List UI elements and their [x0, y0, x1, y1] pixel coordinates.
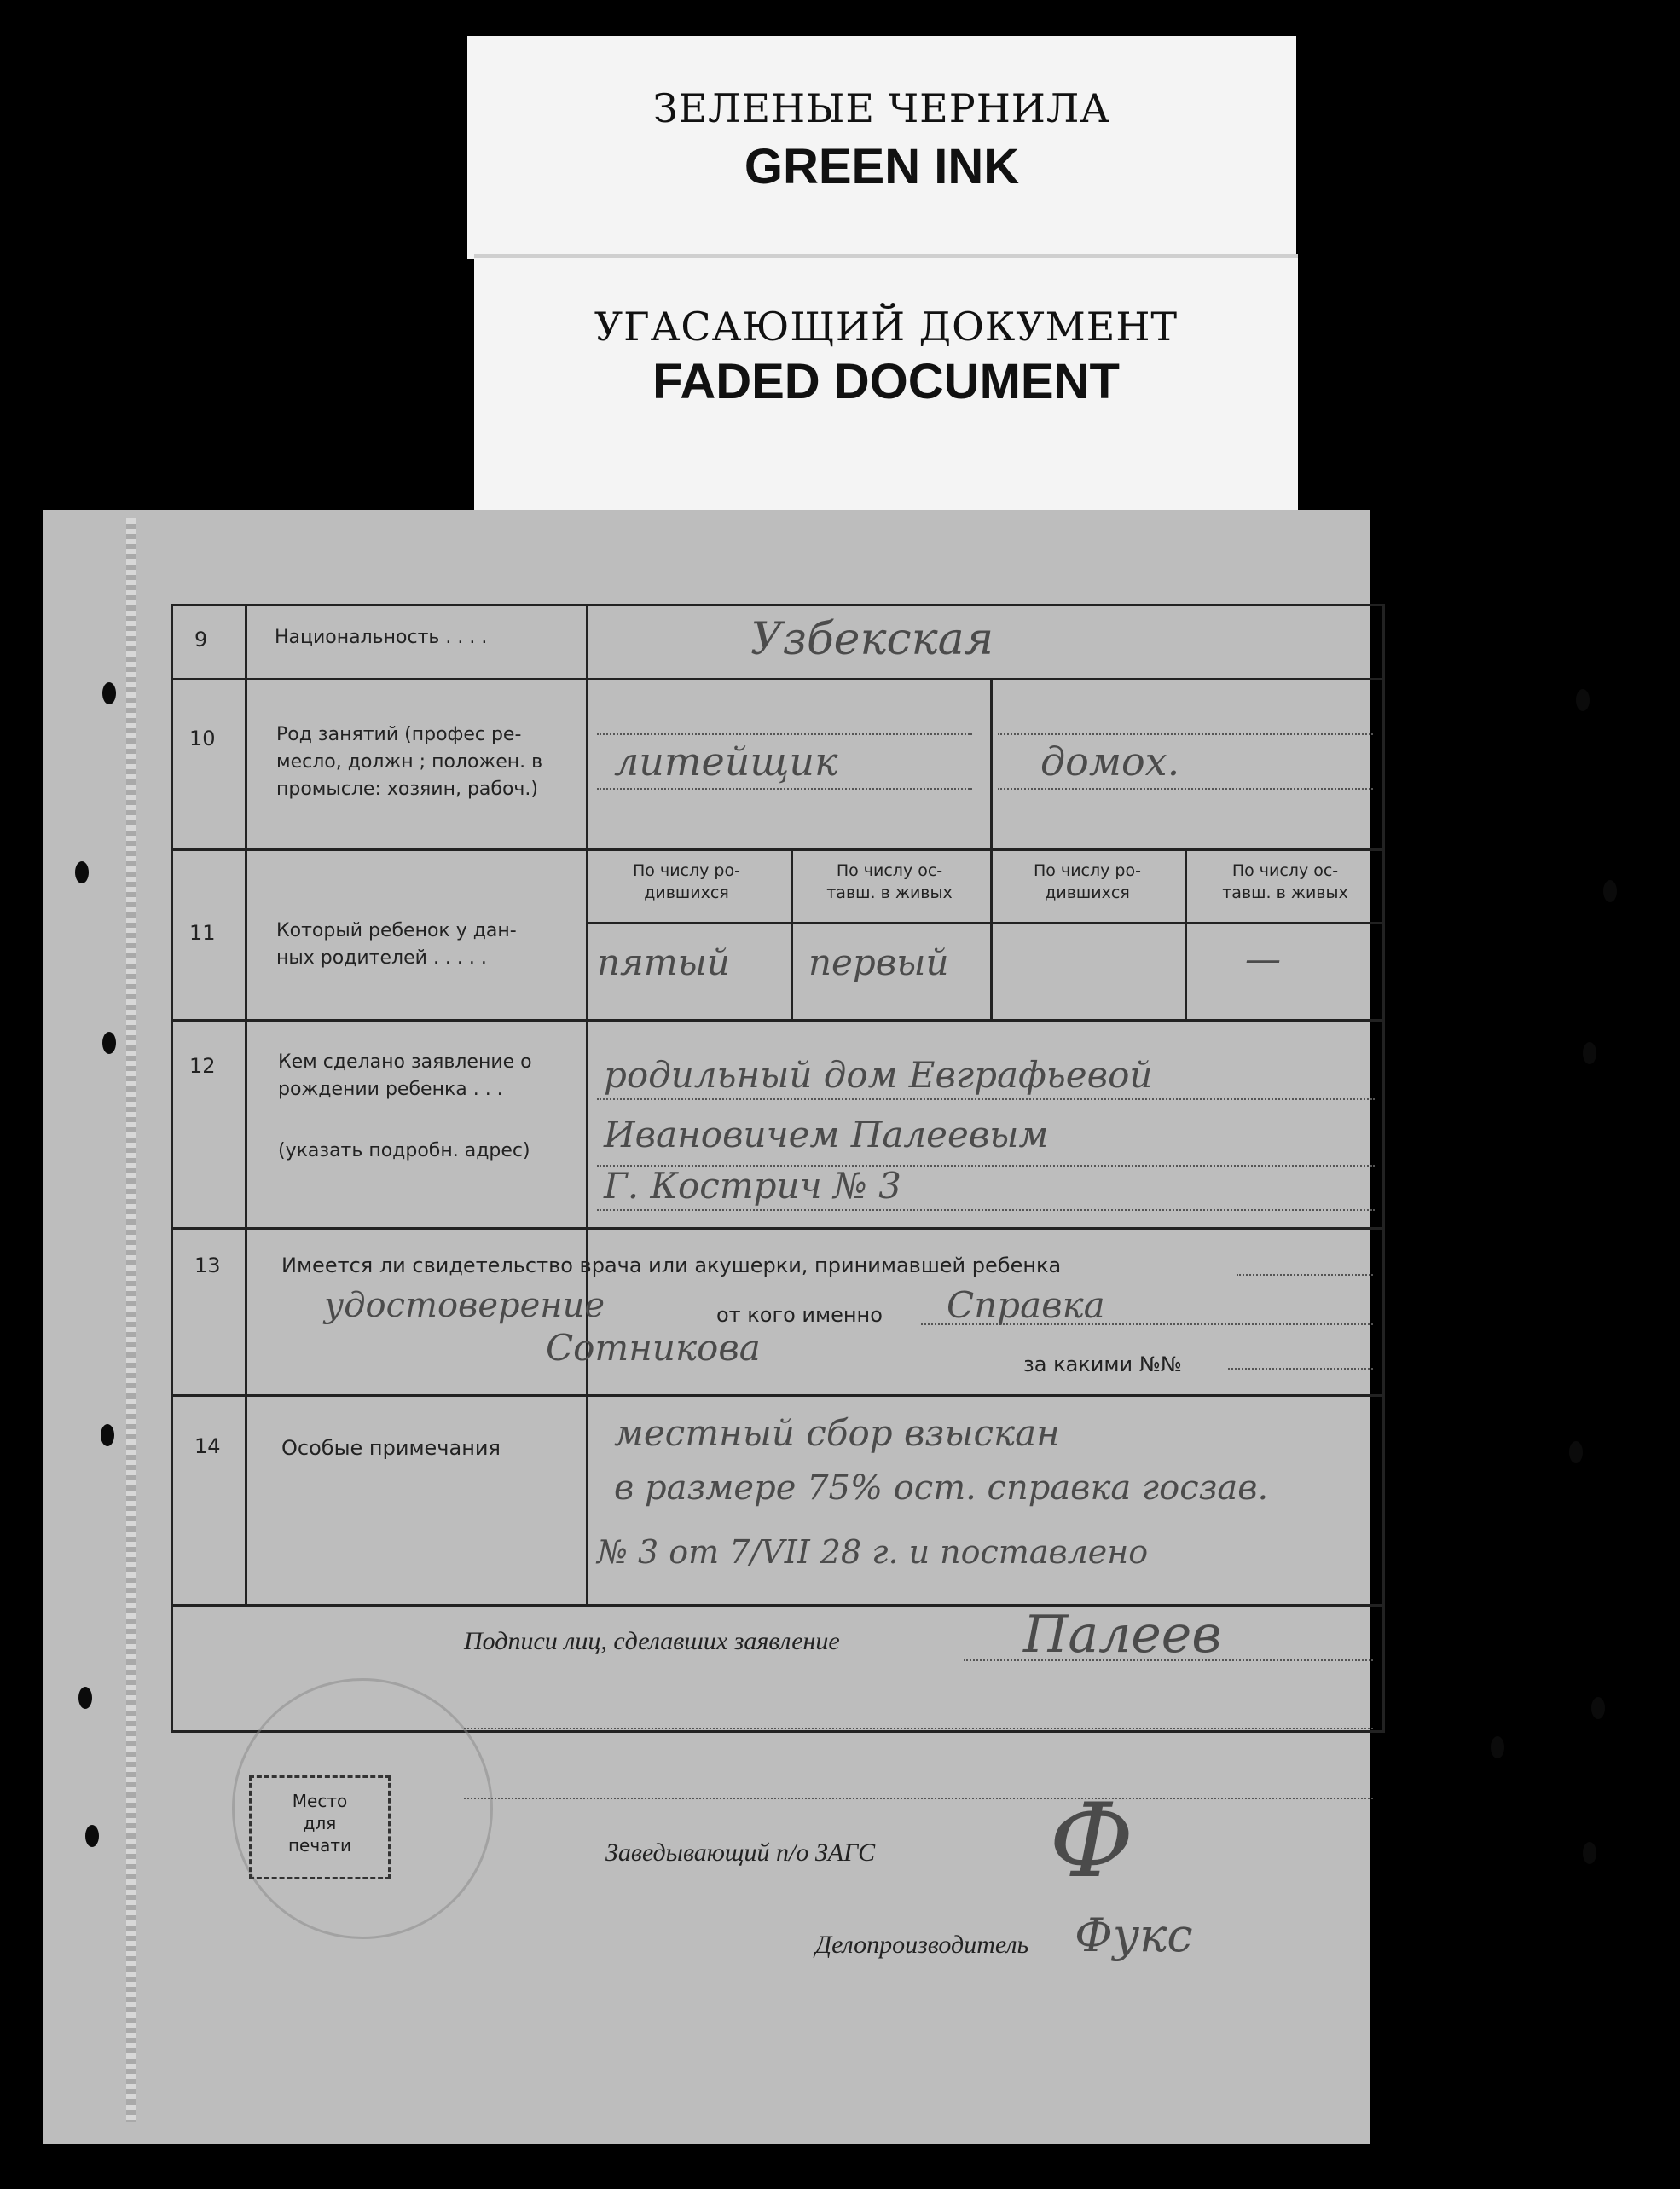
from-whom-label: от кого именно	[716, 1303, 883, 1327]
row11-number: 11	[189, 921, 216, 945]
faded-document-en: FADED DOCUMENT	[652, 354, 1120, 409]
punch-hole	[85, 1825, 99, 1847]
green-ink-en: GREEN INK	[744, 139, 1020, 194]
punch-hole	[1583, 1842, 1596, 1864]
punch-hole	[75, 861, 89, 883]
row10-number: 10	[189, 727, 216, 750]
green-ink-ru: ЗЕЛЕНЫЕ ЧЕРНИЛА	[652, 85, 1111, 131]
stamp-place-box: Место для печати	[249, 1775, 391, 1879]
header-born-2: По числу ро- дившихся	[1034, 861, 1141, 902]
applicants-signature: Палеев	[1023, 1605, 1222, 1665]
special-notes-line-2: в размере 75% ост. справка госзав.	[614, 1468, 1269, 1508]
punch-hole	[1591, 1697, 1605, 1719]
perforated-edge	[126, 518, 136, 2122]
declarant-address-label: (указать подробн. адрес)	[278, 1140, 530, 1161]
clerk-label: Делопроизводитель	[815, 1931, 1029, 1959]
special-notes-label: Особые примечания	[281, 1436, 501, 1460]
punch-hole	[1576, 689, 1590, 711]
header-born-1: По числу ро- дившихся	[633, 861, 740, 902]
from-whom-value: Справка	[947, 1284, 1105, 1326]
from-whom-name: Сотникова	[546, 1327, 761, 1369]
child-order-label: Который ребенок у дан- ных родителей . . . . .	[276, 920, 517, 969]
declarant-line-1: родильный дом Евграфьевой	[604, 1054, 1153, 1096]
punch-hole	[1569, 1441, 1583, 1463]
row9-number: 9	[194, 628, 208, 651]
nationality-value: Узбекская	[750, 614, 994, 665]
declarant-line-2: Ивановичем Палеевым	[604, 1114, 1049, 1155]
faded-document-label	[474, 254, 1298, 518]
header-alive-2: По числу ос- тавш. в живых	[1222, 861, 1348, 902]
clerk-signature: Фукс	[1075, 1908, 1193, 1962]
numbers-label: за какими №№	[1023, 1352, 1182, 1376]
punch-hole	[78, 1687, 92, 1709]
punch-hole	[1491, 1736, 1504, 1758]
row14-number: 14	[194, 1434, 221, 1458]
faded-document-ru: УГАСАЮЩИЙ ДОКУМЕНТ	[594, 304, 1179, 350]
row12-number: 12	[189, 1054, 216, 1078]
head-registry-signature: Ф	[1049, 1782, 1134, 1901]
header-alive-1: По числу ос- тавш. в живых	[826, 861, 953, 902]
occupation-label: Род занятий (профес ре- месло, должн ; положен. в промысле: хозяин, рабоч.)	[276, 724, 543, 800]
green-ink-label	[467, 36, 1296, 259]
child-order-born: пятый	[597, 941, 730, 983]
occupation-father: литейщик	[614, 738, 838, 785]
special-notes-line-1: местный сбор взыскан	[614, 1412, 1060, 1454]
doctor-certificate-answer: удостоверение	[324, 1286, 605, 1325]
punch-hole	[102, 682, 116, 704]
punch-hole	[1583, 1042, 1596, 1064]
applicants-signature-label: Подписи лиц, сделавших заявление	[464, 1627, 840, 1655]
punch-hole	[1603, 880, 1617, 902]
punch-hole	[101, 1424, 114, 1446]
child-order-alive: первый	[808, 941, 949, 983]
row13-number: 13	[194, 1254, 221, 1277]
child-order-alive-2: —	[1245, 938, 1281, 980]
punch-hole	[102, 1032, 116, 1054]
special-notes-line-3: № 3 от 7/VII 28 г. и поставлено	[597, 1533, 1149, 1571]
declarant-line-3: Г. Кострич № 3	[604, 1165, 901, 1207]
occupation-mother: домох.	[1040, 738, 1180, 785]
nationality-label: Национальность . . . .	[275, 627, 488, 648]
head-registry-label: Заведывающий п/о ЗАГС	[605, 1839, 876, 1867]
doctor-certificate-question: Имеется ли свидетельство врача или акушерки, принимавшей ребенка	[281, 1254, 1062, 1277]
declarant-label: Кем сделано заявление о рождении ребенка . . .	[278, 1051, 532, 1100]
